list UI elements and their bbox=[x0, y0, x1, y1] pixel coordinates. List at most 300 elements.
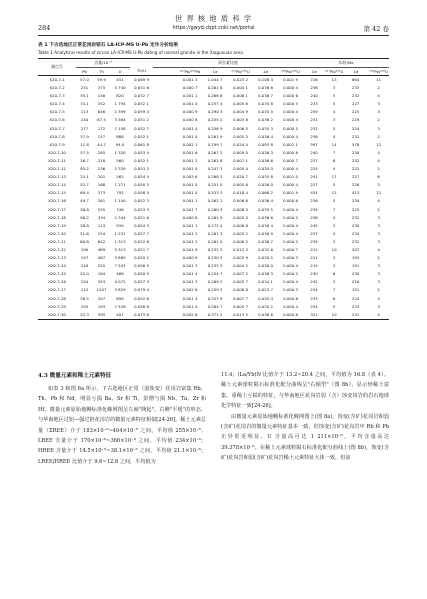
table-cell: 0.032 6 bbox=[258, 246, 273, 252]
table-cell: 0.000 4 bbox=[283, 222, 298, 228]
header-sample-id: 测点号 bbox=[38, 59, 76, 76]
table-cell: 0.001 2 bbox=[182, 238, 198, 244]
table-cell: 236 bbox=[310, 198, 318, 204]
sample-id-cell: X20-7-5 bbox=[49, 109, 65, 115]
table-cell: 1 794 bbox=[114, 101, 126, 107]
table-cell: 0.006 6 bbox=[233, 198, 248, 204]
table-spacer bbox=[153, 76, 178, 85]
table-cell: 0.261 9 bbox=[207, 214, 223, 220]
table-cell: 5 740 bbox=[114, 85, 126, 91]
table-cell: 255 bbox=[97, 263, 106, 269]
table-cell: 0.052 1 bbox=[134, 157, 149, 163]
table-row bbox=[38, 100, 389, 108]
table-cell: 224 bbox=[351, 125, 360, 131]
table-cell: 0.108 4 bbox=[258, 77, 273, 82]
table-spacer bbox=[153, 165, 178, 173]
table-spacer bbox=[153, 100, 178, 108]
table-spacer bbox=[153, 278, 178, 286]
table-cell: 0.799 7 bbox=[207, 141, 223, 147]
table-cell: 0.054 3 bbox=[134, 222, 149, 228]
table-cell: 0.000 7 bbox=[283, 246, 298, 252]
table-cell: 2 bbox=[377, 85, 380, 91]
table-cell: 0.000 5 bbox=[283, 101, 298, 107]
table-cell: 232 bbox=[310, 125, 318, 131]
table-spacer bbox=[153, 157, 178, 165]
table-row bbox=[38, 278, 389, 286]
table-cell: 0.053 2 bbox=[134, 166, 149, 172]
table-cell: 207 bbox=[351, 246, 360, 252]
table-cell: 12 bbox=[331, 190, 337, 196]
table-cell: 98.2 bbox=[80, 214, 89, 220]
table-cell: 0.000 4 bbox=[283, 182, 298, 188]
table-cell: 0.006 6 bbox=[233, 222, 248, 228]
table-cell: 240 bbox=[310, 93, 318, 99]
table-cell: 0.257 4 bbox=[207, 101, 223, 107]
table-spacer bbox=[153, 254, 178, 262]
table-cell: 535 bbox=[97, 206, 106, 212]
table-cell: 0.001 9 bbox=[283, 77, 298, 82]
sample-id-cell: X20-7-21 bbox=[48, 238, 66, 244]
table-cell: 25.0 bbox=[80, 271, 89, 277]
table-cell: 0.036 3 bbox=[258, 149, 273, 155]
table-cell: 38.8 bbox=[80, 222, 89, 228]
table-cell: 60.8 bbox=[80, 238, 89, 244]
table-cell: 0.036 4 bbox=[258, 222, 273, 228]
table-row bbox=[38, 230, 389, 238]
table-cell: 0.035 0 bbox=[258, 166, 273, 172]
table-cell: 0.053 4 bbox=[134, 149, 149, 155]
table-cell: 888 bbox=[116, 133, 124, 139]
table-cell: 157 bbox=[97, 133, 106, 139]
table-cell: 4 bbox=[377, 246, 380, 252]
table-cell: 0.000 9 bbox=[182, 255, 198, 261]
table-cell: 94.0 bbox=[115, 141, 125, 147]
left-text-column bbox=[38, 384, 206, 467]
sample-id-cell: X20-7-29 bbox=[48, 303, 66, 309]
table-cell: 241 bbox=[310, 174, 318, 180]
table-cell: 44.7 bbox=[97, 141, 106, 147]
table-row bbox=[38, 157, 389, 165]
table-cell: 0.055 2 bbox=[134, 255, 149, 261]
table-cell: 3 bbox=[377, 222, 380, 228]
table-cell: 6 bbox=[332, 157, 336, 163]
table-cell: 232 bbox=[351, 93, 360, 99]
table-cell: 0.036 6 bbox=[253, 311, 278, 320]
table-cell: 0.000 5 bbox=[283, 125, 298, 131]
table-cell: 237 bbox=[310, 230, 318, 236]
table-cell: 0.000 4 bbox=[283, 117, 298, 123]
table-cell: 5 bbox=[332, 238, 336, 244]
table-cell: 3 829 bbox=[114, 287, 126, 293]
table-cell: 0.004 1 bbox=[233, 85, 248, 91]
table-cell: 0.006 5 bbox=[233, 125, 248, 131]
table-cell: 240 bbox=[310, 149, 318, 155]
header-content-group: 含量/10⁻⁶ bbox=[76, 59, 130, 68]
table-cell: 0.272 4 bbox=[207, 222, 223, 228]
table-cell: 140 bbox=[80, 117, 89, 123]
table-cell: 3 bbox=[332, 263, 336, 269]
table-cell: 2 bbox=[377, 206, 380, 212]
table-cell: 0.256 9 bbox=[207, 125, 223, 131]
sample-id-cell: X20-7-3 bbox=[49, 93, 65, 99]
table-cell: 0.371 2 bbox=[202, 311, 228, 320]
table-cell: 230 bbox=[351, 198, 360, 204]
table-cell: 0.020 7 bbox=[233, 174, 248, 180]
table-cell: 245 bbox=[310, 222, 318, 228]
table-cell: 22.3 bbox=[76, 311, 93, 320]
table-cell: 4 bbox=[377, 149, 380, 155]
table-cell: 0.005 7 bbox=[233, 303, 248, 309]
table-cell: 0.001 2 bbox=[182, 230, 198, 236]
table-cell: 0.012 3 bbox=[233, 246, 248, 252]
table-cell: 3 bbox=[377, 109, 380, 115]
table-cell: 259 bbox=[310, 109, 318, 115]
table-cell: 5 bbox=[332, 198, 336, 204]
right-text-column bbox=[221, 370, 389, 464]
table-cell: 0.000 8 bbox=[182, 214, 198, 220]
table-cell: 236 bbox=[310, 85, 318, 91]
table-cell: 172 bbox=[97, 125, 106, 131]
table-cell: 0.000 7 bbox=[182, 85, 198, 91]
table-cell: 236 bbox=[97, 166, 106, 172]
table-subheader: 1σ bbox=[343, 67, 368, 76]
table-row bbox=[38, 181, 389, 189]
table-cell: 0.051 2 bbox=[134, 117, 149, 123]
table-cell: 193 bbox=[351, 255, 360, 261]
table-spacer bbox=[153, 181, 178, 189]
table-spacer bbox=[153, 92, 178, 100]
table-row bbox=[38, 286, 389, 294]
table-cell: 375 bbox=[97, 85, 106, 91]
table-cell: 277 bbox=[80, 125, 89, 131]
table-cell: 212 bbox=[310, 246, 318, 252]
table-cell: 227 bbox=[351, 174, 360, 180]
sample-id-cell: X20-7-1 bbox=[49, 77, 65, 82]
table-cell: 224 bbox=[310, 166, 318, 172]
table-spacer bbox=[153, 286, 178, 294]
table-spacer bbox=[153, 222, 178, 230]
table-spacer bbox=[153, 108, 178, 116]
table-spacer bbox=[153, 295, 178, 303]
table-cell: 5 bbox=[332, 182, 336, 188]
table-cell: 5 bbox=[332, 303, 336, 309]
table-cell: 168 bbox=[97, 182, 106, 188]
table-cell: 7 528 bbox=[114, 303, 126, 309]
table-spacer bbox=[153, 262, 178, 270]
table-cell: 0.008 8 bbox=[233, 287, 248, 293]
table-cell: 0.035 8 bbox=[258, 174, 273, 180]
table-spacer bbox=[153, 133, 178, 141]
table-cell: 1 231 bbox=[114, 230, 126, 236]
table-cell: 0.000 5 bbox=[283, 238, 298, 244]
table-cell: 0.000 6 bbox=[283, 149, 298, 155]
table-cell: 0.001 0 bbox=[182, 190, 198, 196]
table-cell: 230 bbox=[351, 222, 360, 228]
table-cell: 0.001 2 bbox=[182, 157, 198, 163]
table-cell: 0.052 3 bbox=[134, 198, 149, 204]
table-cell: 59.9 bbox=[97, 77, 106, 82]
table-cell: 184 bbox=[97, 271, 106, 277]
table-cell: 0.005 2 bbox=[233, 230, 248, 236]
table-cell: 0.002 6 bbox=[178, 311, 202, 320]
table-cell: 197 bbox=[80, 255, 89, 261]
sample-id-cell: X20-7-7 bbox=[49, 125, 65, 131]
table-cell: 227 bbox=[351, 101, 360, 107]
table-row bbox=[38, 108, 389, 116]
table-cell: 230 bbox=[351, 149, 360, 155]
table-cell: 5 313 bbox=[114, 246, 126, 252]
table-cell: 4 bbox=[377, 157, 380, 163]
table-cell: 0.235 3 bbox=[207, 263, 223, 269]
table-caption-cn: 表 1 下古选地区正常花岗岩锆石 LA-ICP-MS U-Pb 定年分析结果 bbox=[38, 43, 179, 48]
table-cell: 334 bbox=[97, 214, 106, 220]
table-cell: 0.073 6 bbox=[130, 311, 153, 320]
table-cell: 0.000 4 bbox=[283, 230, 298, 236]
table-cell: 0.259 3 bbox=[207, 287, 223, 293]
table-cell: 11 bbox=[376, 77, 382, 82]
table-cell: 3 bbox=[377, 271, 380, 277]
table-cell: 0.051 6 bbox=[134, 85, 149, 91]
table-cell: 2 bbox=[377, 287, 380, 293]
table-cell: 4 bbox=[368, 311, 389, 320]
table-cell: 0.000 4 bbox=[283, 166, 298, 172]
table-cell: 4 bbox=[332, 133, 336, 139]
table-cell: 215 bbox=[310, 263, 318, 269]
table-subheader: U bbox=[110, 67, 130, 76]
table-cell: 352 bbox=[97, 101, 106, 107]
table-cell: 0.057 7 bbox=[134, 230, 149, 236]
table-cell: 746 bbox=[116, 206, 124, 212]
table-cell: 3 bbox=[377, 214, 380, 220]
table-cell: 0.001 4 bbox=[182, 295, 198, 301]
table-cell: 0.050 5 bbox=[134, 182, 149, 188]
table-cell: 0.057 3 bbox=[134, 279, 149, 285]
table-cell: 228 bbox=[351, 182, 360, 188]
table-cell: 193 bbox=[97, 303, 106, 309]
table-cell: 12 bbox=[376, 141, 382, 147]
table-cell: 0.005 0 bbox=[233, 214, 248, 220]
sample-id-cell: X20-7-9 bbox=[49, 141, 65, 147]
table-cell: 36.8 bbox=[80, 206, 89, 212]
table-row bbox=[38, 222, 389, 230]
table-row bbox=[38, 197, 389, 205]
table-row bbox=[38, 295, 389, 303]
table-cell: 0.036 0 bbox=[258, 182, 273, 188]
table-cell: 0.000 4 bbox=[283, 109, 298, 115]
table-cell: 0.001 1 bbox=[182, 198, 198, 204]
table-cell: 0.261 0 bbox=[207, 238, 223, 244]
table-cell: 0.000 4 bbox=[283, 263, 298, 269]
section-title: 4.3 微量元素和稀土元素特征 bbox=[38, 373, 112, 379]
table-cell: 2 399 bbox=[114, 109, 126, 115]
table-cell: 0.261 9 bbox=[207, 133, 223, 139]
table-cell: 17 bbox=[331, 174, 337, 180]
table-cell: 0.002 1 bbox=[182, 141, 198, 147]
table-spacer bbox=[153, 238, 178, 246]
sample-id-cell: X20-7-22 bbox=[48, 246, 66, 252]
table-row bbox=[38, 254, 389, 262]
table-cell: 413 bbox=[351, 190, 360, 196]
header-rule bbox=[38, 35, 389, 36]
table-cell: 0.036 7 bbox=[258, 93, 273, 99]
table-cell: 3 bbox=[332, 255, 336, 261]
table-cell: 0.051 7 bbox=[134, 246, 149, 252]
sample-id-cell: X20-7-28 bbox=[48, 295, 66, 301]
table-cell: 0.024 4 bbox=[233, 141, 248, 147]
table-cell: 597 bbox=[310, 141, 318, 147]
table-row bbox=[38, 133, 389, 141]
table-cell: 4 bbox=[332, 230, 336, 236]
table-cell: 156 bbox=[97, 93, 106, 99]
table-cell: 236 bbox=[310, 214, 318, 220]
table-subheader: 1σ bbox=[303, 67, 325, 76]
table-cell: 0.004 2 bbox=[233, 263, 248, 269]
table-cell: 227 bbox=[310, 182, 318, 188]
table-cell: 261 bbox=[97, 198, 106, 204]
table-cell: 224 bbox=[351, 295, 360, 301]
table-cell: 0.036 4 bbox=[258, 198, 273, 204]
table-cell: 233 bbox=[310, 101, 318, 107]
table-cell: 3 bbox=[377, 182, 380, 188]
table-cell: 233 bbox=[310, 295, 318, 301]
sample-id-cell: X20-7-26 bbox=[48, 279, 66, 285]
table-cell: 225 bbox=[351, 206, 360, 212]
table-cell: 562 bbox=[116, 174, 124, 180]
table-cell: 285 bbox=[97, 149, 106, 155]
table-cell: 0.079 4 bbox=[134, 287, 149, 293]
sample-id-cell: X20-7-6 bbox=[49, 117, 65, 123]
table-cell: 0.001 0 bbox=[182, 133, 198, 139]
journal-title: 世 界 核 地 质 科 学 bbox=[174, 14, 253, 23]
page-number: 284 bbox=[38, 24, 51, 32]
table-cell: 0.007 7 bbox=[233, 295, 248, 301]
table-spacer bbox=[153, 141, 178, 149]
table-cell: 236 bbox=[310, 133, 318, 139]
table-row bbox=[38, 165, 389, 173]
table-cell: 0.533 3 bbox=[207, 190, 223, 196]
table-cell: 0.002 1 bbox=[283, 141, 298, 147]
table-cell: 0.025 2 bbox=[233, 77, 248, 82]
table-cell: 1 271 bbox=[114, 182, 126, 188]
table-row bbox=[38, 84, 389, 92]
table-cell: 0.260 3 bbox=[207, 206, 223, 212]
table-cell: 0.001 1 bbox=[182, 222, 198, 228]
table-cell: 1 320 bbox=[114, 149, 126, 155]
table-cell: 0.030 5 bbox=[258, 255, 273, 261]
header-isotope-group: 同位素比值 bbox=[153, 59, 303, 68]
table-cell: 0.036 6 bbox=[258, 214, 273, 220]
table-cell: 2 344 bbox=[114, 214, 126, 220]
table-cell: 69.4 bbox=[80, 190, 89, 196]
table-cell: 0.093 8 bbox=[258, 141, 273, 147]
sample-id-cell: X20-7-13 bbox=[48, 174, 66, 180]
table-cell: 6 bbox=[332, 295, 336, 301]
table-cell: 0.000 5 bbox=[283, 271, 298, 277]
table-cell: 646 bbox=[97, 109, 106, 115]
table-cell: 0.000 6 bbox=[278, 311, 303, 320]
table-spacer bbox=[153, 230, 178, 238]
paragraph: 由微量元素原始地幔标准化蛛网图上(图 8a)，蚀变(含矿)花岗岩和弱(含矿)花岗岩的微量元素特征基本一致，但蚀变(含矿)花岗岩中 Rb 和 Pb 正异常更明显，U 含量高可达 1 211×10⁻⁶，平均含量高达 39.378×10⁻⁶。在稀土元素球粒陨石标准化配分曲线上(图 8b)，蚀变(含矿)花岗岩和弱(含矿)花岗岩稀土元素特征大体一致，但前 bbox=[221, 413, 389, 462]
table-cell: 35.1 bbox=[80, 93, 89, 99]
table-row bbox=[38, 303, 389, 311]
table-spacer bbox=[153, 84, 178, 92]
sample-id-cell: X20-7-8 bbox=[49, 133, 65, 139]
table-cell: 373 bbox=[97, 190, 106, 196]
table-cell: 0.254 7 bbox=[207, 271, 223, 277]
sample-id-cell: X20-7-25 bbox=[48, 271, 66, 277]
sample-id-cell: X20-7-4 bbox=[49, 101, 65, 107]
table-cell: 154 bbox=[80, 279, 89, 285]
table-subheader: Th bbox=[93, 67, 110, 76]
table-cell: 0.267 2 bbox=[207, 149, 223, 155]
table-cell: 0.001 6 bbox=[182, 149, 198, 155]
table-cell: 190 bbox=[80, 246, 89, 252]
table-cell: 67.5 bbox=[97, 117, 106, 123]
table-cell: 1207 bbox=[96, 287, 107, 293]
table-cell: 0.059 4 bbox=[134, 109, 149, 115]
header-age-group: 年龄/Ma bbox=[303, 59, 389, 68]
table-cell: 578 bbox=[351, 141, 360, 147]
table-cell: 0.005 3 bbox=[233, 133, 248, 139]
table-cell: 0.058 8 bbox=[134, 303, 149, 309]
table-subheader: ²⁰⁶Pb/²³⁸U bbox=[369, 68, 388, 74]
table-cell: 0.000 3 bbox=[283, 287, 298, 293]
table-cell: 0.000 4 bbox=[283, 279, 298, 285]
table-cell: 0.001 0 bbox=[182, 182, 198, 188]
table-cell: 52.7 bbox=[80, 182, 89, 188]
table-cell: 235 bbox=[310, 206, 318, 212]
table-cell: 0.036 3 bbox=[258, 271, 273, 277]
table-row bbox=[38, 125, 389, 133]
table-cell: 0.008 5 bbox=[233, 206, 248, 212]
table-cell: 0.006 1 bbox=[233, 93, 248, 99]
table-cell: 0.036 7 bbox=[258, 238, 273, 244]
table-cell: 451 bbox=[116, 77, 124, 82]
table-cell: 7 543 bbox=[114, 263, 126, 269]
table-cell: 249 bbox=[80, 263, 89, 269]
table-cell: 222 bbox=[351, 166, 360, 172]
sample-id-cell: X20-7-2 bbox=[49, 85, 65, 91]
table-cell: 10 bbox=[331, 246, 337, 252]
table-cell: 4 bbox=[332, 214, 336, 220]
table-cell: 0.000 4 bbox=[283, 85, 298, 91]
journal-url[interactable]: https://gwyd.cbpt.cnki.net/portal bbox=[172, 25, 255, 31]
table-cell: 113 bbox=[80, 109, 89, 115]
table-cell: 0.066 2 bbox=[258, 190, 273, 196]
table-cell: 4 072 bbox=[114, 279, 126, 285]
table-row bbox=[38, 92, 389, 100]
table-cell: 0.290 3 bbox=[207, 109, 223, 115]
table-cell: 0.001 9 bbox=[283, 190, 298, 196]
table-cell: 235 bbox=[310, 238, 318, 244]
sample-id-cell: X20-7-14 bbox=[48, 182, 66, 188]
table-cell: 3 bbox=[332, 85, 336, 91]
sample-id-cell: X20-7-27 bbox=[48, 287, 66, 293]
table-cell: 0.035 8 bbox=[258, 101, 273, 107]
table-spacer bbox=[153, 214, 178, 222]
table-cell: 0.052 1 bbox=[134, 101, 149, 107]
table-row bbox=[38, 246, 389, 254]
table-cell: 4 bbox=[377, 198, 380, 204]
table-cell: 10 bbox=[325, 311, 343, 320]
table-cell: 726 bbox=[310, 77, 318, 82]
table-cell: 57.0 bbox=[80, 77, 89, 82]
table-cell: 230 bbox=[310, 271, 318, 277]
table-cell: 230 bbox=[351, 271, 360, 277]
table-cell: 237 bbox=[310, 157, 318, 163]
table-cell: 4 bbox=[332, 109, 336, 115]
table-row bbox=[38, 214, 389, 222]
